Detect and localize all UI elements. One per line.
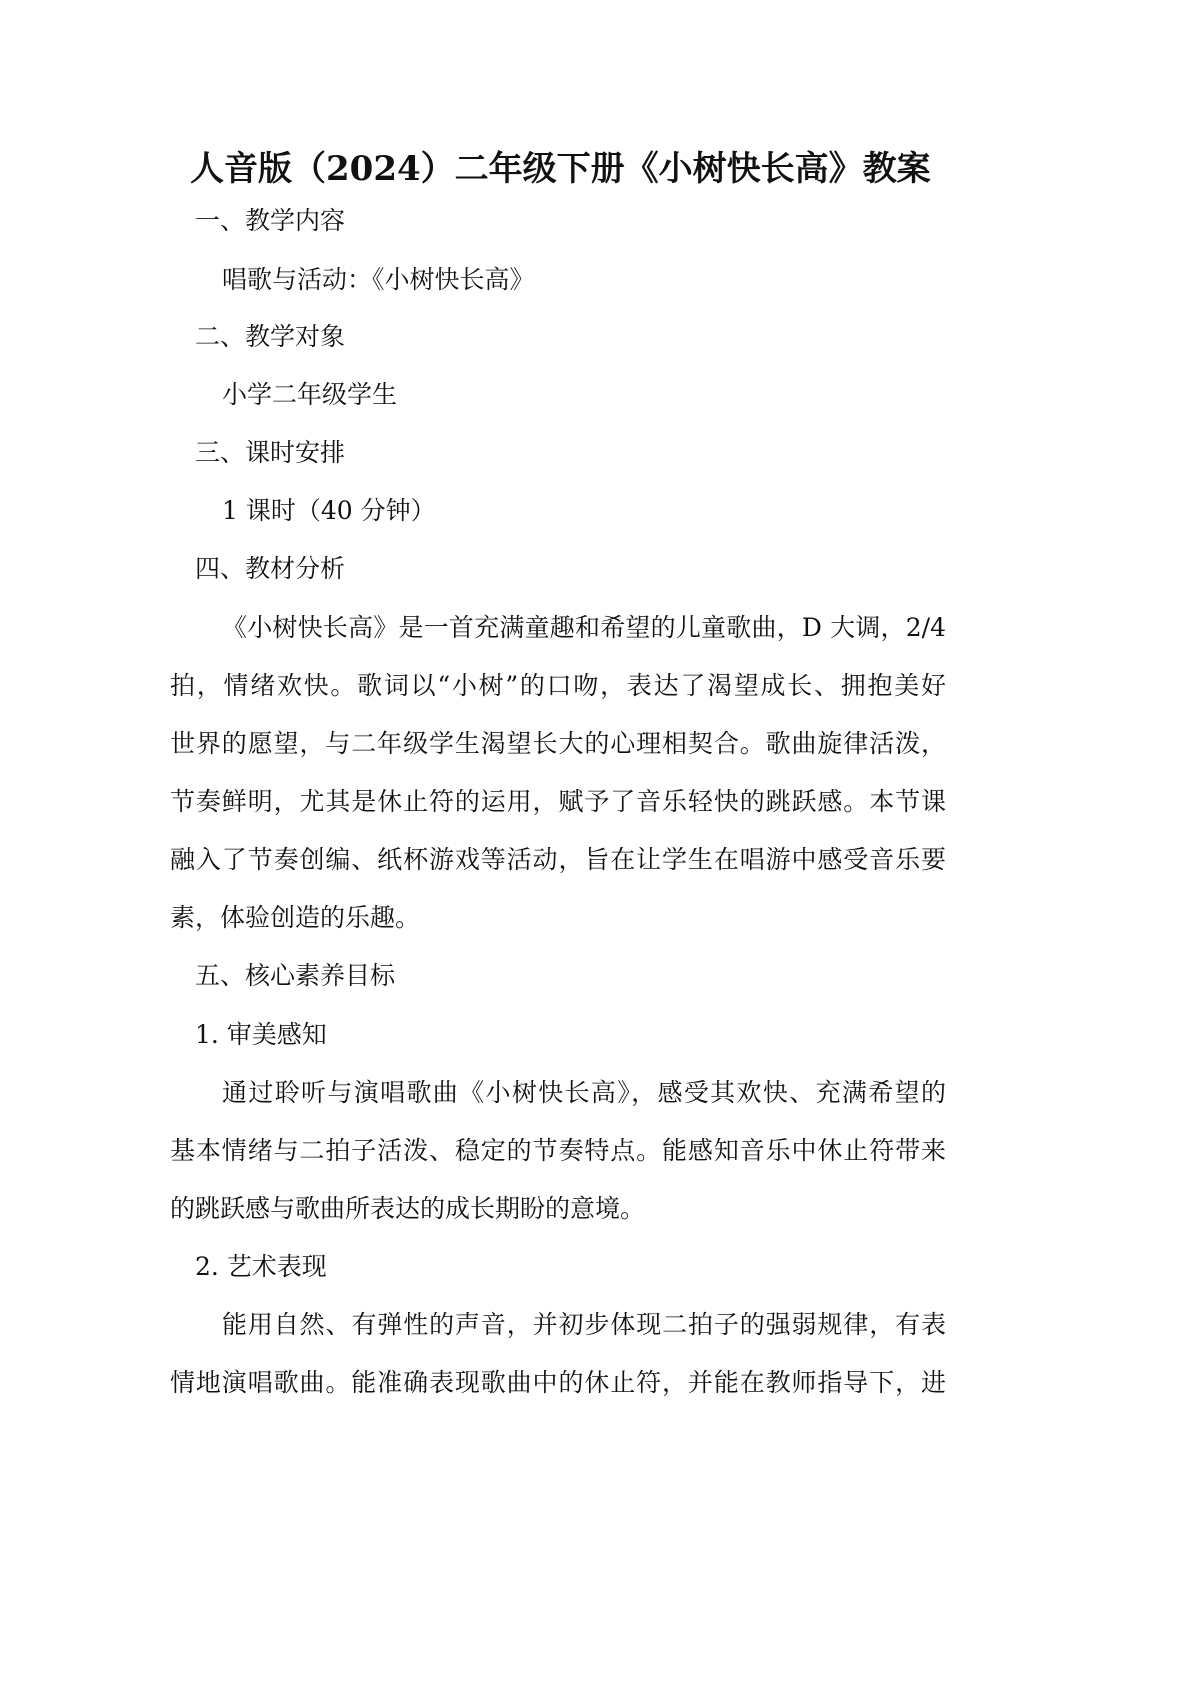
aesthetic-perception-line: 通过聆听与演唱歌曲《小树快长高》，感受其欢快、充满希望的 — [222, 1078, 946, 1107]
material-analysis-line: 拍，情绪欢快。歌词以“小树”的口吻，表达了渴望成长、拥抱美好 — [170, 671, 946, 700]
section-heading-teaching-content: 一、教学内容 — [195, 206, 346, 235]
material-analysis-line: 节奏鲜明，尤其是休止符的运用，赋予了音乐轻快的跳跃感。本节课 — [170, 787, 946, 816]
material-analysis-line: 融入了节奏创编、纸杯游戏等活动，旨在让学生在唱游中感受音乐要 — [170, 845, 946, 874]
material-analysis-line: 素，体验创造的乐趣。 — [170, 903, 421, 932]
goal-heading-artistic-expression: 2. 艺术表现 — [195, 1252, 327, 1281]
teaching-content-text: 唱歌与活动：《小树快长高》 — [222, 265, 535, 294]
material-analysis-line: 世界的愿望，与二年级学生渴望长大的心理相契合。歌曲旋律活泼， — [170, 729, 946, 758]
section-heading-schedule: 三、课时安排 — [195, 438, 346, 467]
document-title: 人音版（2024）二年级下册《小树快长高》教案 — [190, 149, 931, 189]
section-heading-core-goals: 五、核心素养目标 — [195, 961, 396, 990]
section-heading-material-analysis: 四、教材分析 — [195, 554, 346, 583]
aesthetic-perception-line: 的跳跃感与歌曲所表达的成长期盼的意境。 — [170, 1194, 646, 1223]
teaching-target-text: 小学二年级学生 — [222, 380, 398, 409]
section-heading-teaching-target: 二、教学对象 — [195, 322, 346, 351]
goal-heading-aesthetic-perception: 1. 审美感知 — [195, 1020, 327, 1049]
artistic-expression-line: 能用自然、有弹性的声音，并初步体现二拍子的强弱规律，有表 — [222, 1310, 946, 1339]
aesthetic-perception-line: 基本情绪与二拍子活泼、稳定的节奏特点。能感知音乐中休止符带来 — [170, 1136, 946, 1165]
schedule-text: 1 课时（40 分钟） — [222, 496, 436, 525]
material-analysis-line: 《小树快长高》是一首充满童趣和希望的儿童歌曲，D 大调，2/4 — [222, 613, 946, 642]
artistic-expression-line: 情地演唱歌曲。能准确表现歌曲中的休止符，并能在教师指导下，进 — [170, 1368, 946, 1397]
